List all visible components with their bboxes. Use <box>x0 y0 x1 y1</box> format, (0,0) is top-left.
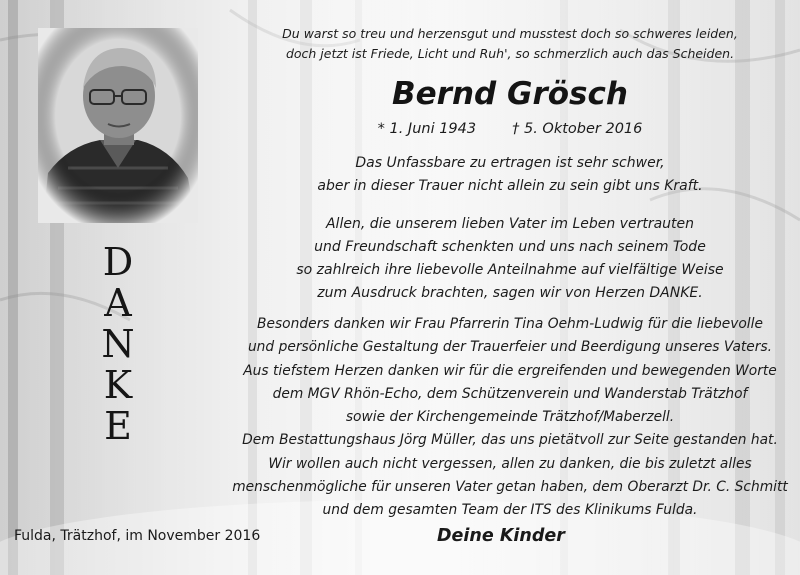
text-line: und Freundschaft schenkten und uns nach seinem Tode <box>314 239 706 255</box>
text-line: Wir wollen auch nicht vergessen, allen zu danken, die bis zuletzt alles <box>268 455 752 472</box>
danke-letter: A <box>104 281 132 325</box>
text-line: und dem gesamten Team der ITS des Klinikums Fulda. <box>322 502 698 519</box>
deceased-name: Bernd Grösch <box>392 76 628 112</box>
text-line: Das Unfassbare zu ertragen ist sehr schwer, <box>355 155 665 171</box>
verse-line: doch jetzt ist Friede, Licht und Ruh', so schmerzlich auch das Scheiden. <box>285 46 735 61</box>
paragraph-thanks-all <box>215 213 800 305</box>
paragraph-comfort <box>215 152 800 198</box>
danke-letter: N <box>101 322 135 366</box>
text-line: Aus tiefstem Herzen danken wir für die ergreifenden und bewegenden Worte <box>243 362 777 379</box>
text-line: und persönliche Gestaltung der Trauerfeier und Beerdigung unseres Vaters. <box>247 339 773 356</box>
birth-date: * 1. Juni 1943 <box>377 121 477 137</box>
text-line: so zahlreich ihre liebevolle Anteilnahme auf vielfältige Weise <box>296 262 724 278</box>
portrait-photo <box>38 28 198 223</box>
danke-vertical <box>96 242 140 447</box>
text-line: aber in dieser Trauer nicht allein zu sein gibt uns Kraft. <box>317 178 703 194</box>
text-line: Besonders danken wir Frau Pfarrerin Tina Oehm-Ludwig für die liebevolle <box>257 316 763 332</box>
danke-letter: E <box>104 404 132 448</box>
place-date: Fulda, Trätzhof, im November 2016 <box>14 528 261 544</box>
text-line: zum Ausdruck brachten, sagen wir von Herzen DANKE. <box>317 285 703 301</box>
signature: Deine Kinder <box>437 526 565 546</box>
text-line: Allen, die unserem lieben Vater im Leben vertrauten <box>325 216 695 232</box>
text-line: menschenmögliche für unseren Vater getan haben, dem Oberarzt Dr. C. Schmitt <box>232 479 788 496</box>
life-dates <box>215 118 800 140</box>
danke-letter: K <box>103 363 133 407</box>
text-line: dem MGV Rhön-Echo, dem Schützenverein und Wanderstab Trätzhof <box>272 385 748 402</box>
text-line: sowie der Kirchengemeinde Trätzhof/Maberzell. <box>345 409 675 426</box>
memorial-verse <box>215 24 800 64</box>
verse-line: Du warst so treu und herzensgut und musstest doch so schweres leiden, <box>282 26 738 41</box>
death-date: † 5. Oktober 2016 <box>512 121 643 137</box>
text-line: Dem Bestattungshaus Jörg Müller, das uns pietätvoll zur Seite gestanden hat. <box>242 432 778 449</box>
paragraph-special-thanks <box>215 313 800 523</box>
danke-letter: D <box>102 240 134 284</box>
